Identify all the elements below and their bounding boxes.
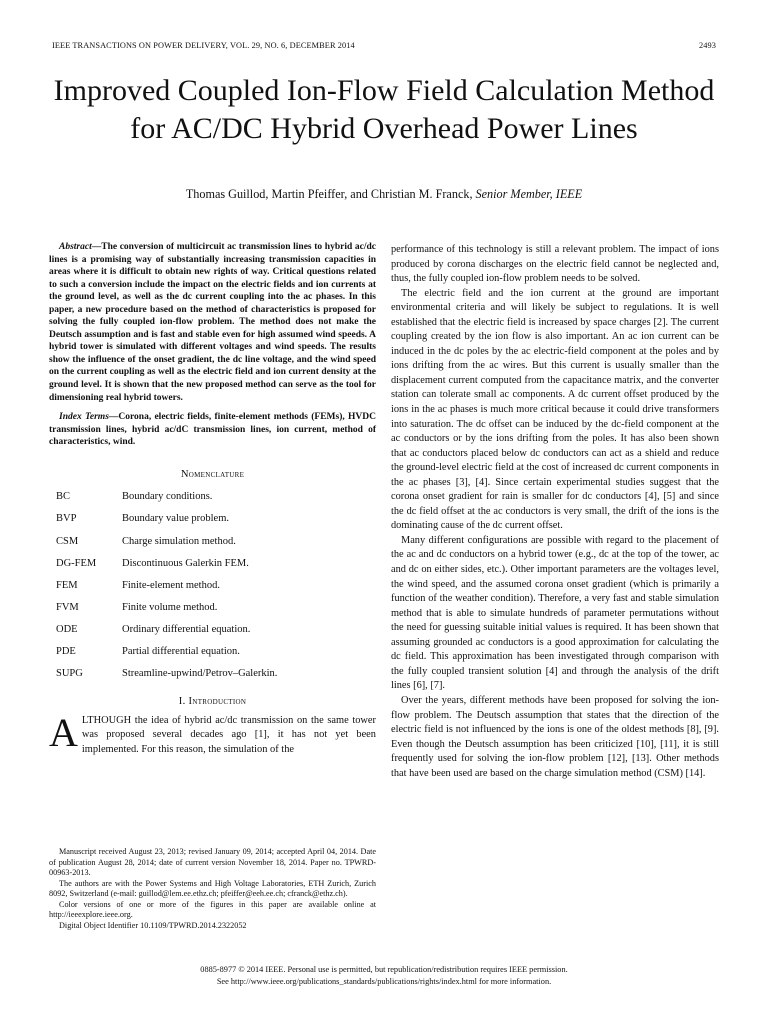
index-terms [49,411,376,449]
nomenclature-heading: Nomenclature [180,468,245,480]
introduction-text: the idea of hybrid ac/dc transmission on the same tower was proposed several decades ago [1], it has not yet been implemented. For this reason, the simulation of the [81,714,376,755]
rights-link-line: See http://www.ieee.org/publications_standards/publications/rights/index.html for more information. [216,977,552,986]
nomenclature-row [49,557,376,579]
nomenclature-desc: Finite volume method. [122,601,218,613]
paper-title: Improved Coupled Ion-Flow Field Calculation Method for AC/DC Hybrid Overhead Power Lines [53,74,715,145]
body-paragraph: The electric field and the ion current at the ground are important environmental criteria and will likely be subject to regulations. It is well established that the electric field is increased by space charges [2]. The current coupling created by the ion flow is also important. An ac ion current can be induced in the dc poles by the ac electric-field component at the poles and by ions drifting from the ac wires. But this current is usually smaller than the displacement current computed from the capacitance matrix, and the converter station can tolerate small ac components. A dc current offset produced by the ions in the ac phases is much more critical because it could drive transformers into saturation. The dc offset can be induced by the dc-field component at the ac conductors or by the ions drifting from the poles. It has also been shown that ac conductors placed below dc conductors can act as a shield and reduce the ground-level electric field at the cost of increased dc current components in the ac phases [3], [4]. Since certain experimental studies suggest that the corona onset gradient for rain is smaller for dc conductors [4], [5] and since the dc field offset at the ac conductors is very small, the drift of the ions is the dominating cause of the dc current offset. [391,287,719,532]
body-paragraph: performance of this technology is still a relevant problem. The impact of ions produced by corona discharges on the electric field cannot be neglected and, thus, the fully coupled ion-flow problem needs to be solved. [391,244,719,285]
nomenclature-row [49,490,376,512]
footnote-color-versions: Color versions of one or more of the figures in this paper are available online at http://ieeexplore.ieee.org. [49,899,376,920]
nomenclature-desc: Boundary value problem. [122,513,230,525]
nomenclature-row [49,645,376,667]
nomenclature-desc: Boundary conditions. [122,491,213,503]
nomenclature-abbr: SUPG [56,668,83,680]
right-column [391,243,719,781]
introduction-paragraph [49,709,376,758]
introduction-caps: LTHOUGH [81,714,132,726]
abstract [49,241,376,404]
footnote-affiliation: The authors are with the Power Systems and High Voltage Laboratories, ETH Zurich, Zurich 8092, Switzerland (e-mail: guillod@lem.ee.ethz.ch; pfeiffer@eeh.ee.ch; cfranck@ethz.ch). [49,878,376,899]
nomenclature-row [49,623,376,645]
index-terms-text: —Corona, electric fields, finite-element methods (FEMs), HVDC transmission lines, hybrid ac/dC transmission lines, ion current, method of characteristics, wind. [49,412,376,448]
nomenclature-abbr: FVM [56,601,79,613]
author-line [40,187,728,202]
nomenclature-desc: Ordinary differential equation. [122,623,251,635]
nomenclature-abbr: CSM [56,535,79,547]
drop-cap: A [49,709,78,755]
body-paragraph: Many different configurations are possible with regard to the placement of the ac and dc conductors on a hybrid tower (e.g., dc at the top of the tower, ac and dc on either sides, etc.). Other important parameters are the voltages level, the wind speed, and the assumed corona onset gradient (which is primarily a function of the weather condition). Therefore, a very fast and stable simulation method that is able to simulate hundreds of parameter permutations without the need for guessing suitable initial values is required. It has been shown that assuming grounded ac conductors is a good approximation for calculating the dc field. This approximation has been investigated through comparison with the fully coupled transient solution [4] and through the analysis of the drift lines [6], [7]. [391,534,719,692]
nomenclature-row [49,579,376,601]
running-header [52,41,716,50]
left-column [49,241,376,758]
nomenclature-abbr: ODE [56,623,78,635]
nomenclature-desc: Charge simulation method. [122,535,236,547]
footnotes [49,847,376,931]
page-number: 2493 [699,41,716,50]
nomenclature-abbr: PDE [56,646,76,657]
nomenclature-abbr: BVP [56,513,77,525]
introduction-heading: I. Introduction [178,696,247,708]
nomenclature-abbr: FEM [56,579,78,591]
footnote-doi: Digital Object Identifier 10.1109/TPWRD.2014.2322052 [59,920,247,930]
body-paragraph: Over the years, different methods have been proposed for solving the ion-flow problem. The Deutsch assumption that states that the direction of the electric field is not influenced by the ions is one of the oldest methods [8], [9]. Even though the Deutsch assumption has been criticized [10], [11], it is still frequently used for solving the ion-flow problem [12], [13]. Other methods that have been used are based on the charge simulation method (CSM) [14]. [391,694,719,779]
author-membership: Senior Member, IEEE [475,187,583,201]
nomenclature-desc: Discontinuous Galerkin FEM. [122,557,249,569]
abstract-text: —The conversion of multicircuit ac transmission lines to hybrid ac/dc lines is a promising way of substantially increasing transmission capacities in areas where it is difficult to obtain new rights of way. Critical questions related to such a conversion include the impact on the electric fields and ion currents at the ground level, as well as the dc current coupling into the ac phases. In this paper, a new procedure based on the method of characteristics is proposed for solving the fully coupled ion-flow problem. The method does not make the Deutsch assumption and is fast and stable even for high assumed wind speeds. A hybrid tower is simulated with different voltages and wind speeds. The results show the influence of the onset gradient, the dc line voltage, and the wind speed on the current coupling as well as the electric field and ion current density at the ground level. It is shown that the new proposed method can serve as the tool for dimensioning real hybrid towers. [49,242,376,403]
nomenclature-row [49,667,376,689]
nomenclature-abbr: BC [56,491,71,503]
index-terms-label: Index Terms [59,412,109,423]
nomenclature-desc: Streamline-upwind/Petrov–Galerkin. [122,668,278,680]
journal-citation: IEEE TRANSACTIONS ON POWER DELIVERY, VOL. 29, NO. 6, DECEMBER 2014 [52,41,355,50]
nomenclature-desc: Partial differential equation. [122,646,240,657]
nomenclature-desc: Finite-element method. [122,579,220,591]
copyright-notice [40,964,728,988]
footnote-manuscript: Manuscript received August 23, 2013; revised January 09, 2014; accepted April 04, 2014. Date of publication August 28, 2014; date of current version November 18, 2014. Paper no. TPWRD-00963-2013. [49,847,376,878]
author-names: Thomas Guillod, Martin Pfeiffer, and Christian M. Franck, [185,187,473,201]
abstract-label: Abstract [59,242,92,252]
copyright-line: 0885-8977 © 2014 IEEE. Personal use is permitted, but republication/redistribution requires IEEE permission. [200,965,568,974]
nomenclature-abbr: DG-FEM [56,557,97,569]
nomenclature-row [49,535,376,557]
nomenclature-row [49,601,376,623]
nomenclature-table [49,490,376,689]
nomenclature-row [49,512,376,534]
